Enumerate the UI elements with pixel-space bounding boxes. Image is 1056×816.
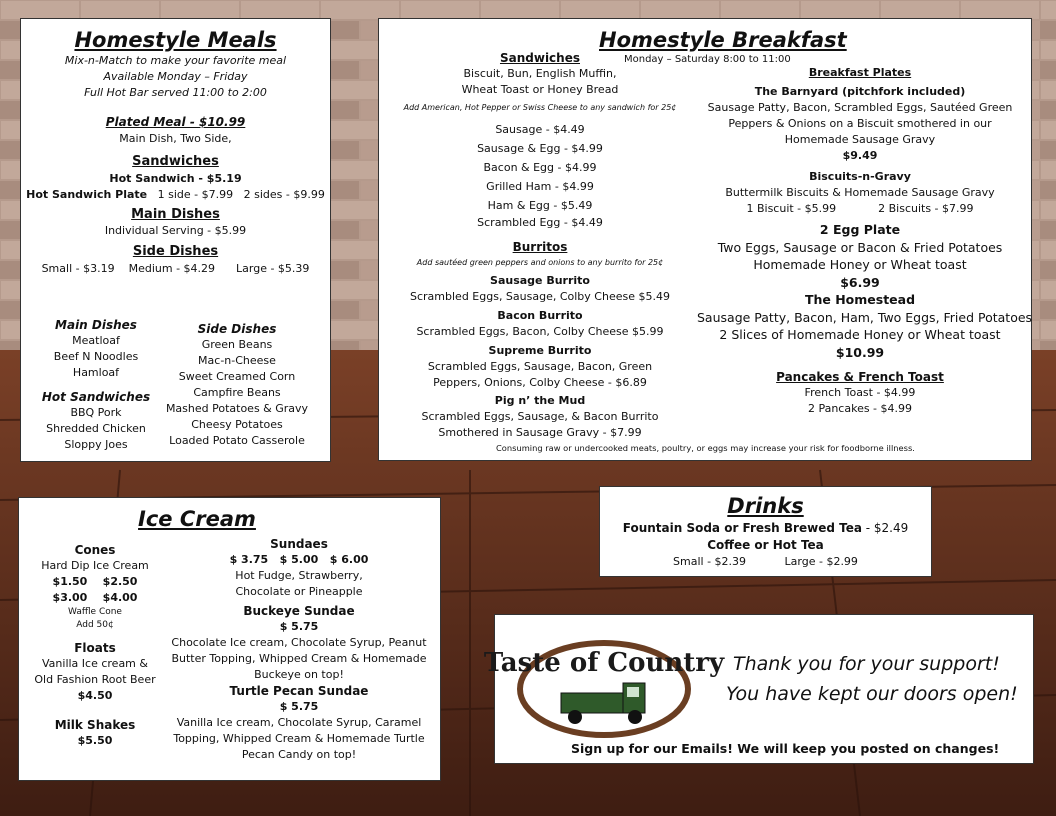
breakfast-title: Homestyle Breakfast (599, 28, 847, 52)
supreme-burrito-desc-2: Peppers, Onions, Colby Cheese - $6.89 (433, 376, 647, 389)
hot-sandwich-price: Hot Sandwich - $5.19 (109, 172, 242, 185)
foodborne-disclaimer: Consuming raw or undercooked meats, poultry, or eggs may increase your risk for foodborne illness. (496, 443, 915, 453)
side-dish-list (159, 321, 315, 449)
soda-price: - $2.49 (861, 521, 909, 535)
main-dish-list (21, 317, 171, 453)
barnyard-title: The Barnyard (pitchfork included) (754, 85, 966, 98)
homestead-price: $10.99 (835, 344, 885, 360)
turtle-desc-3: Pecan Candy on top! (241, 748, 357, 761)
homestead-desc-1: Sausage Patty, Bacon, Ham, Two Eggs, Fried Potatoes (697, 309, 1033, 325)
homestyle-meals-panel (20, 18, 331, 462)
supreme-burrito-desc-1: Scrambled Eggs, Sausage, Bacon, Green (427, 360, 653, 373)
supreme-burrito: Supreme Burrito (488, 344, 592, 357)
breakfast-right-column (697, 65, 1033, 417)
thanks-line-2: You have kept our doors open! (726, 683, 1018, 705)
bacon-burrito-desc: Scrambled Eggs, Bacon, Colby Cheese $5.99 (416, 325, 664, 338)
list-item: BBQ Pork (70, 406, 122, 419)
plated-meal-desc: Main Dish, Two Side, (119, 132, 232, 145)
cone-prices-2: $3.00 $4.00 (52, 591, 138, 604)
homestead-title: The Homestead (804, 292, 916, 307)
sausage-burrito-desc: Scrambled Eggs, Sausage, Colby Cheese $5.49 (410, 290, 670, 303)
bacon-burrito: Bacon Burrito (497, 309, 583, 322)
floats-heading: Floats (74, 641, 116, 655)
list-item: Shredded Chicken (46, 422, 146, 435)
email-signup: Sign up for our Emails! We will keep you posted on changes! (571, 741, 1000, 756)
barnyard-desc-1: Sausage Patty, Bacon, Scrambled Eggs, Sautéed Green (707, 101, 1013, 114)
burritos-heading: Burritos (512, 240, 568, 254)
bread-options-2: Wheat Toast or Honey Bread (461, 83, 619, 96)
biscuits-n-gravy-desc: Buttermilk Biscuits & Homemade Sausage Gravy (725, 186, 995, 199)
sausage-burrito: Sausage Burrito (490, 274, 590, 287)
hot-plate-1side: 1 side - $7.99 (157, 188, 234, 201)
side-sizes (21, 262, 330, 275)
breakfast-sandwiches-heading: Sandwiches (499, 51, 580, 65)
buckeye-desc-2: Butter Topping, Whipped Cream & Homemade (171, 652, 427, 665)
list-item: Sausage - $4.49 (495, 123, 585, 136)
buckeye-sundae: Buckeye Sundae (243, 604, 355, 618)
two-egg-plate-price: $6.99 (840, 274, 880, 290)
buckeye-price: $ 5.75 (279, 620, 319, 633)
list-item: Mac-n-Cheese (198, 354, 276, 367)
promo-panel (483, 614, 1034, 764)
turtle-desc-1: Vanilla Ice cream, Chocolate Syrup, Caramel (176, 716, 422, 729)
turtle-sundae: Turtle Pecan Sundae (229, 684, 369, 698)
two-egg-plate-title: 2 Egg Plate (819, 222, 901, 237)
list-item: Campfire Beans (193, 386, 281, 399)
biscuits-n-gravy-title: Biscuits-n-Gravy (809, 170, 911, 183)
ice-cream-panel (18, 497, 441, 781)
float-price: $4.50 (77, 689, 113, 702)
meals-main-dishes-heading: Main Dishes (131, 207, 220, 222)
individual-serving: Individual Serving - $5.99 (104, 224, 247, 237)
list-item: Grilled Ham - $4.99 (486, 180, 594, 193)
logo-text: Taste of Country (483, 648, 725, 678)
coffee-small: Small - $2.39 (673, 555, 747, 568)
hot-sandwich-plate (21, 188, 330, 201)
pig-n-mud-desc-1: Scrambled Eggs, Sausage, & Bacon Burrito (421, 410, 659, 423)
meals-title: Homestyle Meals (74, 28, 277, 52)
two-egg-plate-desc-1: Two Eggs, Sausage or Bacon & Fried Potatoes (717, 239, 1003, 255)
list-item: Bacon & Egg - $4.99 (483, 161, 597, 174)
barnyard-desc-3: Homemade Sausage Gravy (784, 133, 936, 146)
homestyle-breakfast-panel (378, 18, 1032, 461)
hot-sandwiches-title: Hot Sandwiches (41, 390, 151, 404)
sundaes-heading: Sundaes (270, 537, 328, 551)
list-item: Meatloaf (72, 334, 120, 347)
bread-options-1: Biscuit, Bun, English Muffin, (463, 67, 617, 80)
meals-sandwiches-heading: Sandwiches (132, 154, 219, 169)
taste-of-country-logo (483, 631, 725, 743)
drinks-panel (599, 486, 932, 577)
homestead-desc-2: 2 Slices of Homemade Honey or Wheat toast (719, 327, 1001, 342)
cheese-note: Add American, Hot Pepper or Swiss Cheese to any sandwich for 25¢ (403, 103, 677, 112)
hot-plate-2sides: 2 sides - $9.99 (243, 188, 325, 201)
drinks-title: Drinks (727, 494, 804, 518)
pig-n-mud: Pig n’ the Mud (494, 394, 586, 407)
list-item: Cheesy Potatoes (191, 418, 283, 431)
side-medium: Medium - $4.29 (128, 262, 216, 275)
list-item: Ham & Egg - $5.49 (487, 199, 593, 212)
breakfast-left-column (379, 50, 701, 441)
waffle-add: Add 50¢ (76, 620, 114, 630)
list-item: Green Beans (201, 338, 273, 351)
side-small: Small - $3.19 (41, 262, 115, 275)
burrito-note: Add sautéed green peppers and onions to any burrito for 25¢ (416, 258, 664, 267)
float-desc-1: Vanilla Ice cream & (42, 657, 148, 670)
breakfast-hours: Monday – Saturday 8:00 to 11:00 (624, 54, 791, 65)
pig-n-mud-desc-2: Smothered in Sausage Gravy - $7.99 (438, 426, 642, 439)
meals-subtitle-1: Mix-n-Match to make your favorite meal (64, 54, 287, 67)
meals-subtitle-2: Available Monday – Friday (103, 70, 248, 83)
barnyard-price: $9.49 (842, 149, 878, 162)
plated-meal: Plated Meal - $10.99 (105, 115, 246, 129)
ice-cream-title: Ice Cream (138, 507, 256, 531)
list-item: Scrambled Egg - $4.49 (477, 216, 603, 229)
milk-shake-price: $5.50 (77, 734, 113, 747)
list-item: Mashed Potatoes & Gravy (165, 402, 309, 415)
milk-shakes-heading: Milk Shakes (54, 718, 136, 732)
turtle-price: $ 5.75 (279, 700, 319, 713)
ice-cream-left-column (19, 542, 171, 749)
two-biscuits: 2 Biscuits - $7.99 (878, 202, 974, 215)
barnyard-desc-2: Peppers & Onions on a Biscuit smothered in our (728, 117, 992, 130)
meals-side-dishes-heading: Side Dishes (132, 244, 219, 259)
cone-prices-1: $1.50 $2.50 (52, 575, 138, 588)
side-large: Large - $5.39 (236, 262, 310, 275)
ice-cream-right-column (169, 536, 429, 763)
soda-label: Fountain Soda or Fresh Brewed Tea (622, 521, 862, 535)
pancakes-heading: Pancakes & French Toast (776, 370, 944, 384)
coffee-label: Coffee or Hot Tea (707, 538, 824, 552)
two-egg-plate-desc-2: Homemade Honey or Wheat toast (753, 257, 967, 272)
float-desc-2: Old Fashion Root Beer (34, 673, 156, 686)
list-item: Loaded Potato Casserole (169, 434, 305, 447)
sundae-desc-2: Chocolate or Pineapple (235, 585, 363, 598)
hot-plate-label: Hot Sandwich Plate (26, 188, 148, 201)
list-item: Hamloaf (72, 366, 120, 379)
breakfast-plates-heading: Breakfast Plates (808, 66, 912, 79)
list-item: Sausage & Egg - $4.99 (477, 142, 603, 155)
waffle-cone: Waffle Cone (68, 607, 122, 617)
meals-subtitle-3: Full Hot Bar served 11:00 to 2:00 (84, 86, 267, 99)
buckeye-desc-3: Buckeye on top! (254, 668, 344, 681)
sundae-desc-1: Hot Fudge, Strawberry, (235, 569, 363, 582)
coffee-large: Large - $2.99 (784, 555, 858, 568)
one-biscuit: 1 Biscuit - $5.99 (746, 202, 837, 215)
buckeye-desc-1: Chocolate Ice cream, Chocolate Syrup, Peanut (171, 636, 427, 649)
list-item: Beef N Noodles (53, 350, 139, 363)
main-list-title: Main Dishes (55, 318, 137, 332)
french-toast-price: French Toast - $4.99 (804, 386, 916, 399)
turtle-desc-2: Topping, Whipped Cream & Homemade Turtle (173, 732, 425, 745)
list-item: Sloppy Joes (64, 438, 128, 451)
cones-heading: Cones (74, 543, 116, 557)
soda-line (600, 521, 931, 535)
truck-icon (561, 683, 645, 724)
coffee-prices (600, 555, 931, 568)
thanks-line-1: Thank you for your support! (733, 653, 1000, 675)
pancakes-price: 2 Pancakes - $4.99 (807, 402, 913, 415)
list-item: Sweet Creamed Corn (178, 370, 296, 383)
biscuits-n-gravy-prices (697, 201, 1023, 217)
side-list-title: Side Dishes (197, 322, 277, 336)
hard-dip: Hard Dip Ice Cream (41, 559, 149, 572)
sundae-prices: $ 3.75 $ 5.00 $ 6.00 (229, 553, 369, 566)
